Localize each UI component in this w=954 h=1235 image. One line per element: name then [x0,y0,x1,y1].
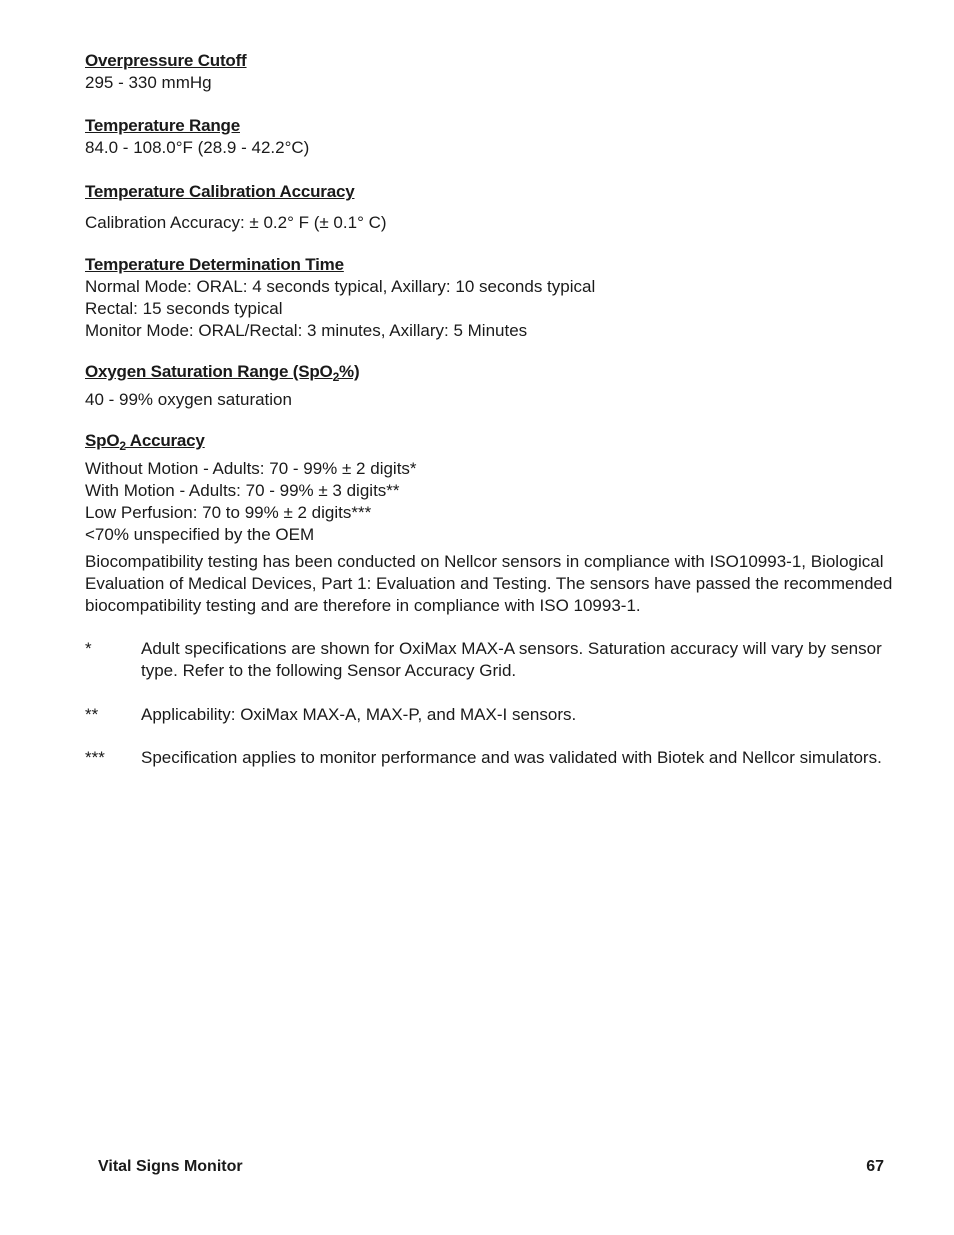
section-title-overpressure: Overpressure Cutoff [85,51,247,70]
section-line: Calibration Accuracy: ± 0.2° F (± 0.1° C) [85,213,387,232]
section-line: 40 - 99% oxygen saturation [85,390,292,409]
section-title-spo2-accuracy: SpO$_2$ Accuracy [85,431,205,453]
footnote-mark: *** [85,748,105,767]
document-body [85,50,905,769]
footnote [85,704,905,726]
section-line: Rectal: 15 seconds typical [85,299,283,318]
footnote-text: Applicability: OxiMax MAX-A, MAX-P, and MAX-I sensors. [141,705,577,724]
section-line: 84.0 - 108.0°F (28.9 - 42.2°C) [85,138,310,157]
footnote [85,638,905,682]
section-title-calibration-accuracy: Temperature Calibration Accuracy [85,182,355,201]
page-number: 67 [866,1158,884,1175]
section-line: <70% unspecified by the OEM [85,525,315,544]
footnote-text: Specification applies to monitor performance and was validated with Biotek and Nellcor simulators. [141,748,882,767]
section-line: Normal Mode: ORAL: 4 seconds typical, Axillary: 10 seconds typical [85,277,596,296]
footnote-mark: ** [85,705,99,724]
footnote [85,747,905,769]
footer-title: Vital Signs Monitor [98,1158,243,1175]
section-line: Monitor Mode: ORAL/Rectal: 3 minutes, Axillary: 5 Minutes [85,321,528,340]
footnote-mark: * [85,639,92,658]
section-line: Low Perfusion: 70 to 99% ± 2 digits*** [85,503,372,522]
section-title-determination-time: Temperature Determination Time [85,255,344,274]
section-title-oxygen-saturation-range: Oxygen Saturation Range (SpO$_2$%) [85,362,360,384]
section-line: With Motion - Adults: 70 - 99% ± 3 digits** [85,481,400,500]
section-title-temperature-range: Temperature Range [85,116,240,135]
section-line: Without Motion - Adults: 70 - 99% ± 2 digits* [85,459,417,478]
page-footer [98,1157,884,1177]
biocompatibility-paragraph: Biocompatibility testing has been conducted on Nellcor sensors in compliance with ISO10993-1, Biological Evaluation of Medical Devices, Part 1: Evaluation and Testing. The sensors have passed the recommended biocompatibility testing and are therefore in compliance with ISO 10993-1. [85,552,893,615]
footnote-text: Adult specifications are shown for OxiMax MAX-A sensors. Saturation accuracy will vary by sensor type. Refer to the following Sensor Accuracy Grid. [141,639,882,680]
section-line: 295 - 330 mmHg [85,73,212,92]
